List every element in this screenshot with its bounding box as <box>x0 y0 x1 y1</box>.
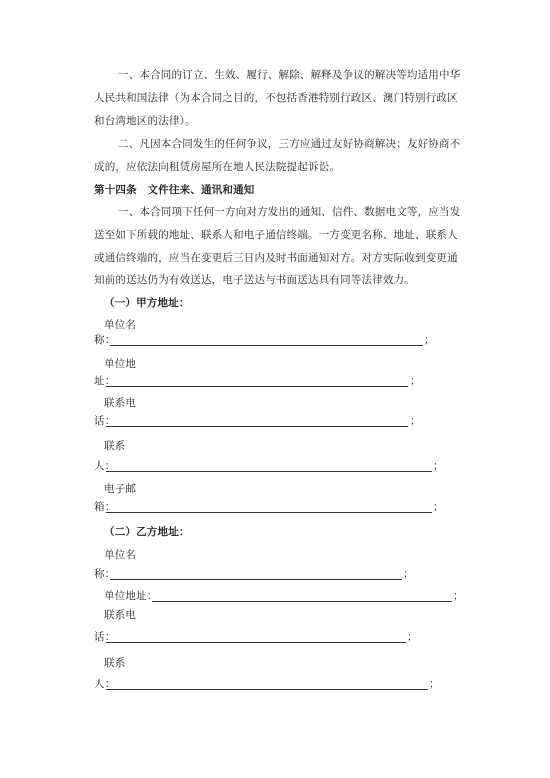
article14-p1-line1: 一、本合同项下任何一方向对方发出的通知、信件、数据电文等，应当发 <box>118 206 461 218</box>
party-b-phone-semicolon: ； <box>407 631 418 643</box>
party-b-name-semicolon: ； <box>403 568 414 580</box>
party-b-contact-label-top: 联系 <box>104 657 126 669</box>
party-a-address-label-top: 单位地 <box>104 358 137 370</box>
article13-p2-line1: 二、凡因本合同发生的任何争议，三方应通过友好协商解决；友好协商不 <box>118 138 461 150</box>
party-b-contact-label-bottom: 人： <box>94 678 116 690</box>
party-b-contact-field[interactable] <box>106 689 428 690</box>
party-b-phone-field[interactable] <box>106 642 406 643</box>
party-a-contact-label-bottom: 人： <box>94 460 116 472</box>
party-a-contact-semicolon: ； <box>433 460 444 472</box>
party-a-email-semicolon: ； <box>433 501 444 513</box>
party-a-name-field[interactable] <box>110 345 423 346</box>
party-a-contact-label-top: 联系 <box>104 440 126 452</box>
party-a-email-field[interactable] <box>106 512 432 513</box>
party-a-phone-label-bottom: 话： <box>94 415 116 427</box>
party-a-email-label-top: 电子邮 <box>104 483 137 495</box>
party-a-address-semicolon: ； <box>410 375 421 387</box>
article13-p1-line3: 和台湾地区的法律）。 <box>94 115 196 127</box>
party-a-phone-field[interactable] <box>106 426 408 427</box>
party-a-phone-label-top: 联系电 <box>104 397 137 409</box>
party-b-heading: （二）乙方地址： <box>104 526 190 538</box>
party-a-address-field[interactable] <box>106 386 408 387</box>
party-a-email-label-bottom: 箱： <box>94 501 116 513</box>
party-b-address-semicolon: ； <box>453 590 464 602</box>
party-a-name-label-bottom: 称： <box>94 334 116 346</box>
party-b-phone-label-bottom: 话： <box>94 631 116 643</box>
party-b-phone-label-top: 联系电 <box>104 609 137 621</box>
party-a-phone-semicolon: ； <box>410 415 421 427</box>
party-b-address-field[interactable] <box>152 601 452 602</box>
party-a-name-semicolon: ； <box>424 334 435 346</box>
party-a-heading: （一）甲方地址： <box>104 297 190 309</box>
party-b-name-label-top: 单位名 <box>104 549 137 561</box>
article13-p1-line1: 一、本合同的订立、生效、履行、解除、解释及争议的解决等均适用中华 <box>118 69 461 81</box>
article14-p1-line3: 或通信终端的，应当在变更后三日内及时书面通知对方。对方实际收到变更通 <box>94 252 458 264</box>
party-a-address-label-bottom: 址： <box>94 375 116 387</box>
party-b-name-label-bottom: 称： <box>94 568 116 580</box>
party-a-name-label-top: 单位名 <box>104 319 137 331</box>
article13-p1-line2: 人民共和国法律（为本合同之目的，不包括香港特别行政区、澳门特别行政区 <box>94 92 458 104</box>
article14-p1-line4: 知前的送达仍为有效送达，电子送达与书面送达具有同等法律效力。 <box>94 274 415 286</box>
party-b-contact-semicolon: ； <box>429 678 440 690</box>
article14-p1-line2: 送至如下所载的地址、联系人和电子通信终端。一方变更名称、地址、联系人 <box>94 229 458 241</box>
party-a-contact-field[interactable] <box>106 471 432 472</box>
article14-heading: 第十四条 文件往来、通讯和通知 <box>94 184 255 196</box>
article13-p2-line2: 成的，应依法向租赁房屋所在地人民法院提起诉讼。 <box>94 161 341 173</box>
party-b-name-field[interactable] <box>110 579 402 580</box>
party-b-address-label: 单位地址： <box>104 590 158 602</box>
